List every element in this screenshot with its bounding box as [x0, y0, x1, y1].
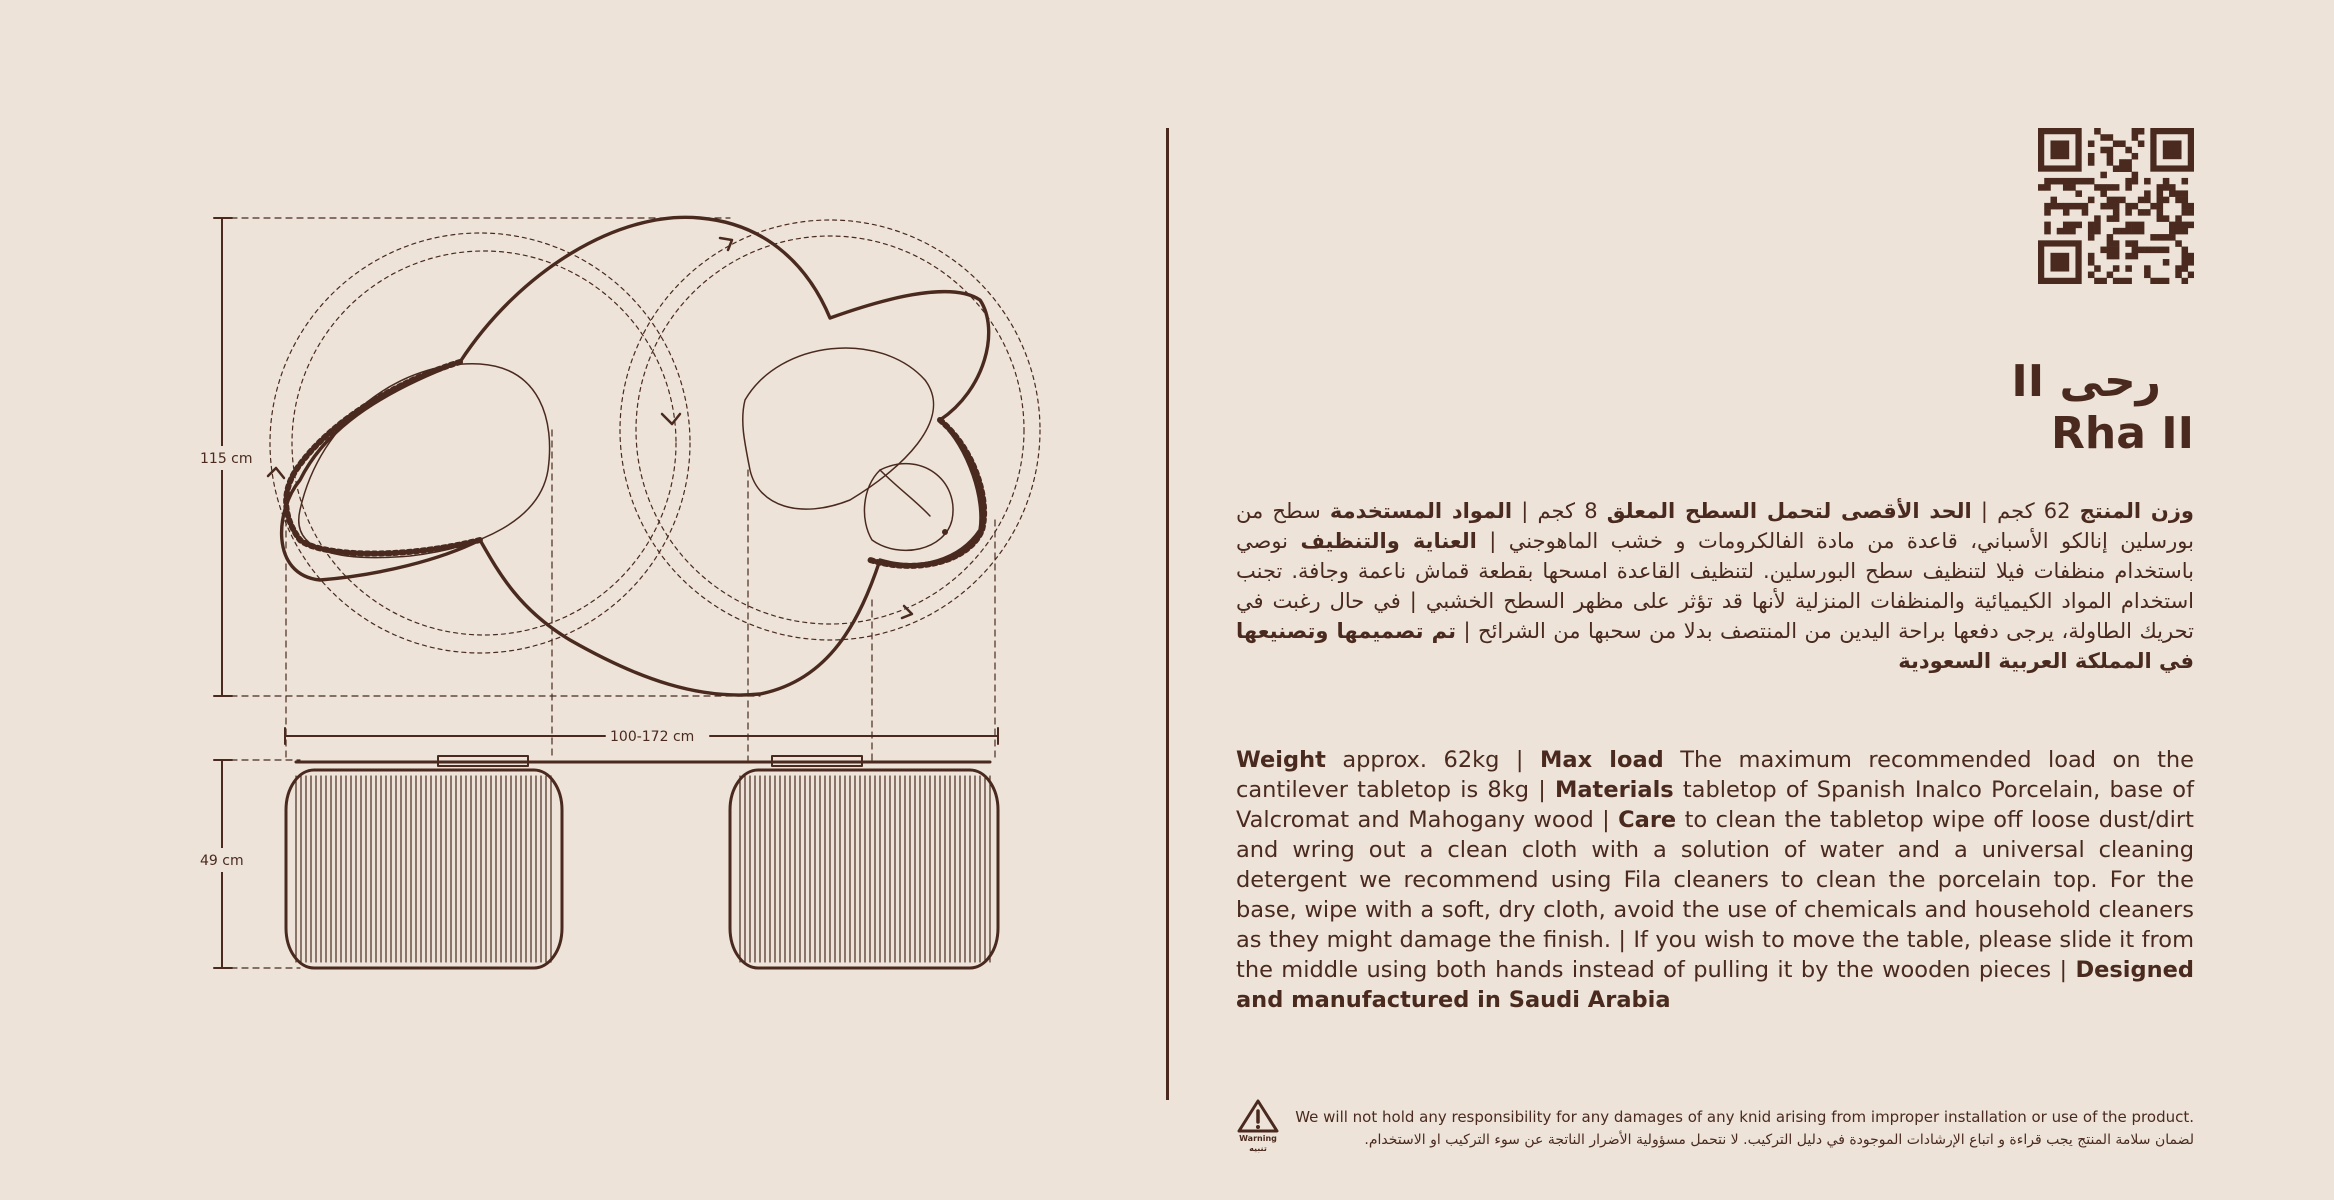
right-petal-inner: [743, 348, 934, 509]
product-title-en: Rha II: [2051, 408, 2194, 459]
description-ar: وزن المنتج 62 كجم | الحد الأقصى لتحمل السطح المعلق 8 كجم | المواد المستخدمة سطح من بورسلين إنالكو الأسباني، قاعدة من مادة الفالكرومات و خشب الماهوجني | العناية والتنظيف نوصي باستخدام منظفات فيلا لتنظيف سطح البورسلين. لتنظيف القاعدة امسحها بقطعة قماش ناعمة وجافة. تجنب استخدام المواد الكيميائية والمنظفات المنزلية لأنها قد تؤثر على مظهر السطح الخشبي | في حال رغبت في تحريك الطاولة، يرجى دفعها براحة اليدين من المنتصف بدلا من سحبها من الشرائح | تم تصميمها وتصنيعها في المملكة العربية السعودية: [1236, 499, 2194, 673]
arrow-mark-1: [268, 468, 284, 478]
ar-max-load-label: الحد الأقصى لتحمل السطح المعلق: [1606, 499, 1972, 523]
en-weight-label: Weight: [1236, 747, 1326, 773]
ar-materials-label: المواد المستخدمة: [1329, 499, 1513, 523]
arrow-mark-2: [662, 414, 680, 424]
construction-circles: [270, 220, 1040, 653]
drawing-svg: [0, 0, 1140, 1200]
product-title-ar: رحى II: [2011, 356, 2161, 407]
en-weight-value: approx. 62kg |: [1325, 747, 1541, 773]
en-care-value: to clean the tabletop wipe off loose dust/dirt and wring out a clean cloth with a solution of water and a universal cleaning detergent we recommend using Fila cleaners to clean the porcelain top. For the base, wipe with a soft, dry cloth, avoid the use of chemicals and household cleaners as they might damage the finish. | If you wish to move the table, please slide it from the middle using both hands instead of pulling it by the wooden pieces |: [1236, 807, 2194, 983]
left-drum: [286, 770, 562, 968]
ar-weight-label: وزن المنتج: [2079, 499, 2194, 523]
width-label: 100-172 cm: [610, 729, 695, 745]
right-drum: [730, 770, 998, 968]
en-max-load-label: Max load: [1540, 747, 1664, 773]
warning-text-ar: لضمان سلامة المنتج يجب قراءة و اتباع الإرشادات الموجودة في دليل التركيب. لا نتحمل مسؤولية الأضرار الناتجة عن سوء التركيب او الاستخدام.: [1364, 1132, 2194, 1148]
ar-care-label: العناية والتنظيف: [1300, 529, 1477, 553]
en-materials-value: tabletop of Spanish Inalco Porcelain, base of Valcromat and Mahogany wood |: [1236, 777, 2194, 833]
height-label: 115 cm: [200, 451, 253, 467]
ar-made-in: تم تصميمها وتصنيعها في المملكة العربية السعودية: [1236, 619, 2194, 673]
ar-materials-value: سطح من بورسلين إنالكو الأسباني، قاعدة من مادة الفالكرومات و خشب الماهوجني |: [1236, 499, 2194, 553]
en-max-load-value: The maximum recommended load on the cantilever tabletop is 8kg |: [1236, 747, 2195, 803]
warning-footer: [1236, 1098, 2194, 1158]
warning-label-ar: تنبيه: [1249, 1144, 1267, 1153]
warning-text-en: We will not hold any responsibility for any damages of any knid arising from improper installation or use of the product.: [1295, 1108, 2194, 1126]
ar-max-load-value: 8 كجم: [1528, 499, 1607, 523]
arrow-mark-4: [902, 606, 912, 618]
technical-drawing: [0, 0, 1140, 1200]
warning-label-en: Warning: [1239, 1134, 1277, 1143]
ar-weight-value: 62 كجم: [1987, 499, 2080, 523]
qr-code-icon: [2038, 128, 2194, 284]
en-made-in: Designed and manufactured in Saudi Arabia: [1236, 957, 2194, 1013]
divider-line: [1166, 128, 1169, 1100]
base-height-label: 49 cm: [200, 853, 244, 869]
left-petal-inner: [299, 364, 550, 558]
main-outline: [282, 217, 989, 695]
en-care-label: Care: [1618, 807, 1677, 833]
inner-leaf-line: [880, 470, 930, 516]
en-materials-label: Materials: [1554, 777, 1674, 803]
ar-care-value: نوصي باستخدام منظفات فيلا لتنظيف سطح البورسلين. لتنظيف القاعدة امسحها بقطعة قماش ناعمة وجافة. تجنب استخدام المواد الكيميائية والمنظفات المنزلية لأنها قد تؤثر على مظهر السطح الخشبي | في حال رغبت في تحريك الطاولة، يرجى دفعها براحة اليدين من المنتصف بدلا من سحبها من الشرائح |: [1236, 529, 2194, 643]
inner-leaf: [864, 464, 953, 551]
description-en: [1236, 745, 2194, 1015]
